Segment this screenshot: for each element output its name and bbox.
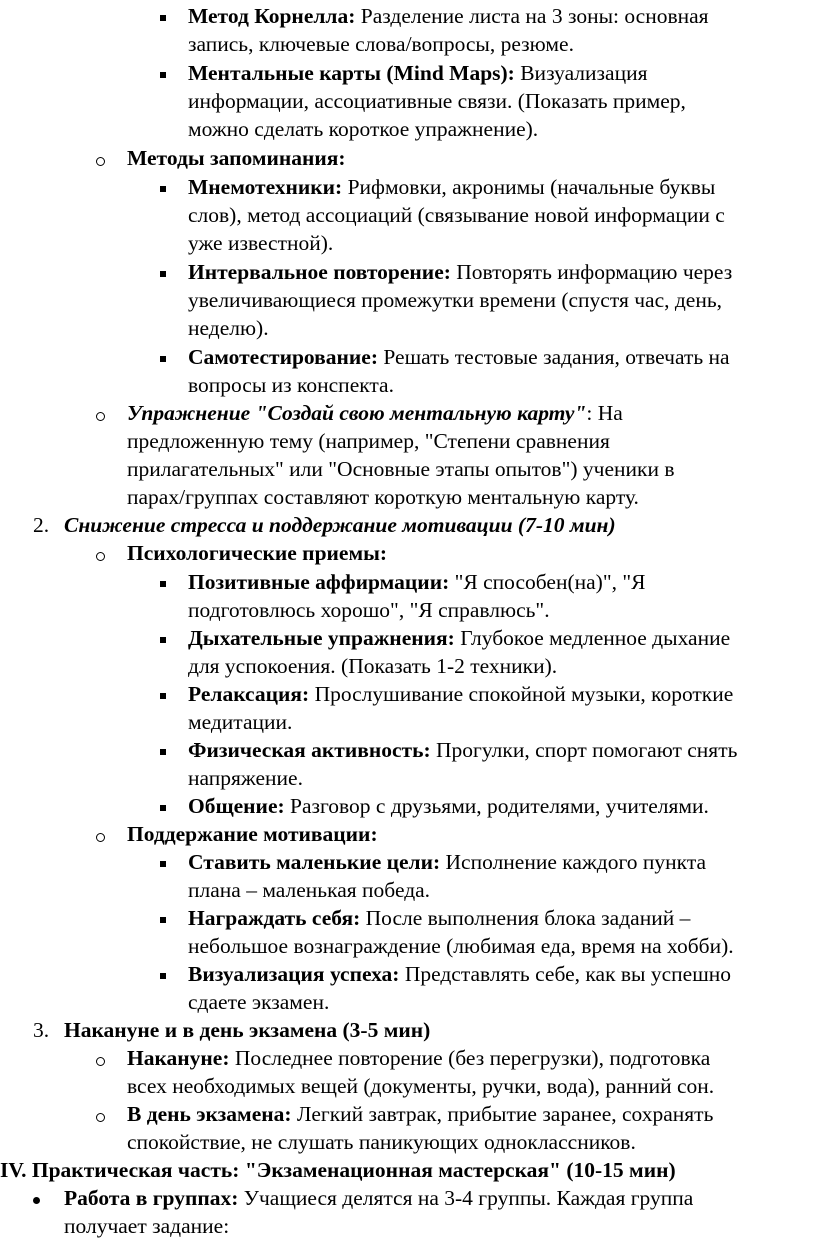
list-item-mnemo-cont: слов), метод ассоциаций (связывание новой информации с (188, 203, 725, 227)
list-item-mindmaps-cont: информации, ассоциативные связи. (Показать пример, (188, 89, 686, 113)
list-item-talk: Общение: Разговор с друзьями, родителями, учителями. (188, 794, 709, 818)
list-item-affirm-cont: подготовлюсь хорошо", "Я справлюсь". (188, 598, 550, 622)
list-item-physical: Физическая активность: Прогулки, спорт помогают снять (188, 738, 738, 762)
list-item-selftest-cont: вопросы из конспекта. (188, 373, 394, 397)
list-item-groups-cont: получает задание: (64, 1214, 230, 1238)
bullet-circle-icon (96, 833, 105, 842)
subheading-memo-methods: Методы запоминания: (127, 146, 346, 170)
list-item-breath-cont: для успокоения. (Показать 1-2 техники). (188, 654, 558, 678)
list-item-goals: Ставить маленькие цели: Исполнение каждого пункта (188, 850, 707, 874)
list-item-interval-cont: неделю). (188, 316, 269, 340)
list-item-eve-cont: всех необходимых вещей (документы, ручки, вода), ранний сон. (127, 1074, 715, 1098)
list-item-day: В день экзамена: Легкий завтрак, прибытие заранее, сохранять (127, 1102, 714, 1126)
list-item-affirm: Позитивные аффирмации: "Я способен(на)", "Я (188, 570, 646, 594)
bullet-dot-icon (33, 1197, 40, 1204)
exercise-text: предложенную тему (например, "Степени сравнения (127, 429, 610, 453)
subheading-exercise: Упражнение "Создай свою ментальную карту": На (127, 401, 623, 425)
bullet-square-icon (160, 356, 166, 362)
list-item-selftest: Самотестирование: Решать тестовые задания, отвечать на (188, 345, 730, 369)
list-item-eve: Накануне: Последнее повторение (без перегрузки), подготовка (127, 1046, 711, 1070)
list-item-physical-cont: напряжение. (188, 766, 303, 790)
section-number: 2. (33, 513, 50, 537)
list-item-relax-cont: медитации. (188, 710, 293, 734)
section-heading-practice: IV. Практическая часть: "Экзаменационная мастерская" (10-15 мин) (0, 1158, 676, 1182)
list-item-kornell: Метод Корнелла: Разделение листа на 3 зоны: основная (188, 4, 709, 28)
list-item-relax: Релаксация: Прослушивание спокойной музыки, короткие (188, 682, 734, 706)
list-item-groups: Работа в группах: Учащиеся делятся на 3-4 группы. Каждая группа (64, 1186, 694, 1210)
exercise-text: прилагательных" или "Основные этапы опытов") ученики в (127, 457, 675, 481)
bullet-square-icon (160, 917, 166, 923)
exercise-text: парах/группах составляют короткую ментальную карту. (127, 485, 639, 509)
list-item-mindmaps: Ментальные карты (Mind Maps): Визуализация (188, 61, 648, 85)
list-item-visual: Визуализация успеха: Представлять себе, как вы успешно (188, 962, 732, 986)
subheading-motivation: Поддержание мотивации: (127, 822, 378, 846)
bullet-circle-icon (96, 552, 105, 561)
section-heading-examday: Накануне и в день экзамена (3-5 мин) (64, 1018, 431, 1042)
list-item-kornell-cont: запись, ключевые слова/вопросы, резюме. (188, 32, 574, 56)
bullet-square-icon (160, 861, 166, 867)
list-item-interval: Интервальное повторение: Повторять информацию через (188, 260, 733, 284)
list-item-day-cont: спокойствие, не слушать паникующих одноклассников. (127, 1130, 636, 1154)
bullet-square-icon (160, 15, 166, 21)
bullet-square-icon (160, 581, 166, 587)
list-item-visual-cont: сдаете экзамен. (188, 990, 330, 1014)
list-item-reward: Награждать себя: После выполнения блока заданий – (188, 906, 691, 930)
section-heading-stress: Снижение стресса и поддержание мотивации (7-10 мин) (64, 513, 616, 537)
section-number: 3. (33, 1018, 50, 1042)
subheading-psych: Психологические приемы: (127, 541, 388, 565)
bullet-circle-icon (96, 1057, 105, 1066)
list-item-interval-cont: увеличивающиеся промежутки времени (спустя час, день, (188, 288, 723, 312)
bullet-square-icon (160, 805, 166, 811)
bullet-square-icon (160, 637, 166, 643)
list-item-mnemo-cont: уже известной). (188, 231, 334, 255)
bullet-square-icon (160, 72, 166, 78)
bullet-square-icon (160, 973, 166, 979)
bullet-square-icon (160, 271, 166, 277)
bullet-circle-icon (96, 412, 105, 421)
list-item-reward-cont: небольшое вознаграждение (любимая еда, время на хобби). (188, 934, 734, 958)
bullet-circle-icon (96, 1113, 105, 1122)
bullet-circle-icon (96, 157, 105, 166)
list-item-goals-cont: плана – маленькая победа. (188, 878, 431, 902)
list-item-mnemo: Мнемотехники: Рифмовки, акронимы (начальные буквы (188, 175, 716, 199)
bullet-square-icon (160, 749, 166, 755)
bullet-square-icon (160, 693, 166, 699)
list-item-breath: Дыхательные упражнения: Глубокое медленное дыхание (188, 626, 731, 650)
list-item-mindmaps-cont: можно сделать короткое упражнение). (188, 117, 539, 141)
bullet-square-icon (160, 186, 166, 192)
